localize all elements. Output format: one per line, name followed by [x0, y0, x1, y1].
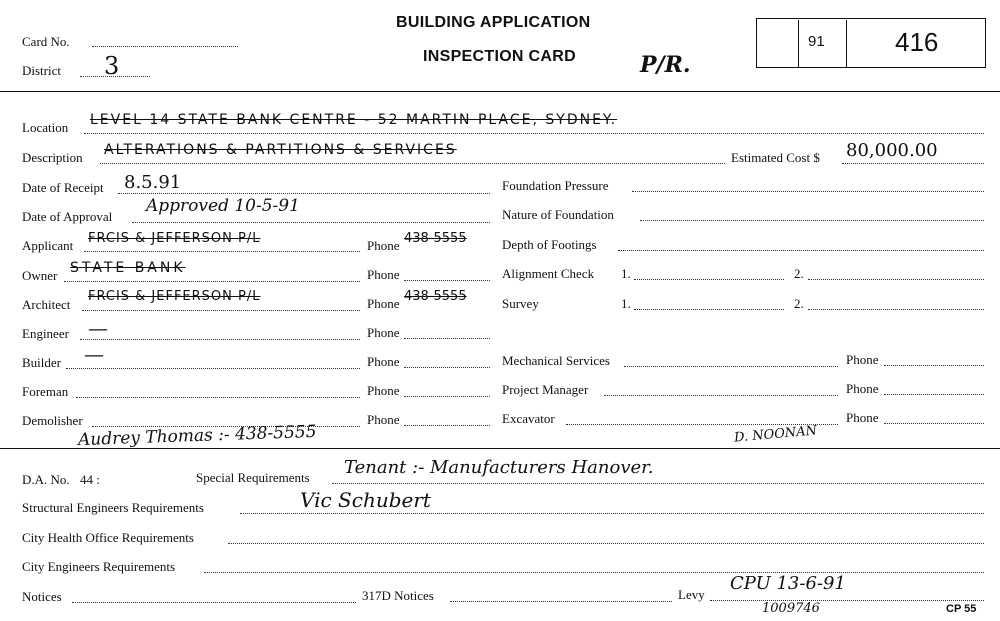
survey-1-label: 1.: [621, 296, 631, 311]
mechanical-services-line: [624, 366, 838, 367]
location-value: LEVEL 14 STATE BANK CENTRE - 52 MARTIN PLACE, SYDNEY.: [90, 112, 618, 128]
card-number-box: [756, 18, 986, 68]
owner-phone-label: Phone: [367, 267, 400, 282]
applicant-line: [84, 251, 360, 252]
mechanical-phone-label: Phone: [846, 352, 879, 367]
levy-label: Levy: [678, 587, 705, 602]
estimated-cost-line: [842, 163, 984, 164]
pm-phone-label: Phone: [846, 381, 879, 396]
alignment-1-line: [634, 279, 784, 280]
architect-label: Architect: [22, 297, 71, 312]
foreman-line: [76, 397, 360, 398]
card-number: 416: [895, 27, 939, 57]
district-label: District: [22, 63, 61, 78]
engineer-line: [80, 339, 360, 340]
levy-line: [710, 600, 984, 601]
owner-label: Owner: [22, 268, 58, 283]
survey-1-line: [634, 309, 784, 310]
special-requirements-label: Special Requirements: [196, 470, 310, 485]
estimated-cost-value: 80,000.00: [846, 140, 938, 161]
inspector-note: D. NOONAN: [733, 423, 818, 446]
box-divider-2: [846, 20, 847, 68]
demolisher-label: Demolisher: [22, 413, 83, 428]
demolisher-phone-line: [404, 425, 490, 426]
card-year: 91: [808, 33, 825, 50]
location-label: Location: [22, 120, 69, 135]
excavator-label: Excavator: [502, 411, 555, 426]
applicant-label: Applicant: [22, 238, 74, 253]
owner-line: [64, 281, 360, 282]
date-of-receipt-value: 8.5.91: [124, 172, 182, 193]
excavator-phone-line: [884, 423, 984, 424]
date-of-approval-line: [132, 222, 490, 223]
applicant-value: FRCIS & JEFFERSON P/L: [88, 231, 261, 246]
structural-requirements-label: Structural Engineers Requirements: [22, 500, 204, 515]
location-line: [84, 133, 984, 134]
project-manager-line: [604, 395, 838, 396]
foundation-pressure-label: Foundation Pressure: [502, 178, 609, 193]
special-requirements-value: Tenant :- Manufacturers Hanover.: [344, 457, 654, 478]
description-line: [100, 163, 725, 164]
form-code: CP 55: [946, 603, 977, 615]
engineer-phone-label: Phone: [367, 325, 400, 340]
mechanical-phone-line: [884, 365, 984, 366]
owner-phone-line: [404, 280, 490, 281]
levy-value: CPU 13-6-91: [730, 573, 846, 594]
project-manager-label: Project Manager: [502, 382, 589, 397]
pm-phone-line: [884, 394, 984, 395]
builder-label: Builder: [22, 355, 61, 370]
form-title-line2: INSPECTION CARD: [423, 48, 576, 65]
nature-of-foundation-label: Nature of Foundation: [502, 207, 614, 222]
depth-of-footings-line: [618, 250, 984, 251]
description-value: ALTERATIONS & PARTITIONS & SERVICES: [104, 142, 457, 158]
notices-line: [72, 602, 356, 603]
foreman-label: Foreman: [22, 384, 69, 399]
date-of-approval-value: Approved 10-5-91: [146, 196, 300, 216]
alignment-2-line: [808, 279, 984, 280]
applicant-phone-value: 438-5555: [404, 231, 467, 246]
foundation-pressure-line: [632, 191, 984, 192]
box-divider-1: [798, 20, 799, 68]
notices-label: Notices: [22, 589, 62, 604]
date-of-approval-label: Date of Approval: [22, 209, 113, 224]
survey-2-label: 2.: [794, 296, 804, 311]
form-title-line1: BUILDING APPLICATION: [396, 14, 591, 31]
estimated-cost-label: Estimated Cost $: [731, 150, 820, 165]
structural-requirements-line: [240, 513, 984, 514]
date-of-receipt-label: Date of Receipt: [22, 180, 104, 195]
contact-note: Audrey Thomas :- 438-5555: [77, 421, 317, 451]
builder-phone-line: [404, 367, 490, 368]
initials-mark: P/R.: [640, 52, 691, 78]
foreman-phone-label: Phone: [367, 383, 400, 398]
notices-317d-line: [450, 601, 672, 602]
da-no-label: D.A. No.: [22, 472, 70, 487]
city-engineers-line: [204, 572, 984, 573]
builder-value: —: [84, 342, 104, 366]
architect-phone-label: Phone: [367, 296, 400, 311]
excavator-phone-label: Phone: [846, 410, 879, 425]
mechanical-services-label: Mechanical Services: [502, 353, 610, 368]
engineer-phone-line: [404, 338, 490, 339]
district-value: 3: [104, 52, 120, 80]
architect-value: FRCIS & JEFFERSON P/L: [88, 289, 261, 304]
structural-requirements-value: Vic Schubert: [300, 488, 431, 512]
date-of-receipt-line: [118, 193, 490, 194]
stamp-number: 1009746: [762, 601, 820, 616]
header-rule: [0, 91, 1000, 92]
architect-line: [82, 310, 360, 311]
survey-label: Survey: [502, 296, 539, 311]
alignment-1-label: 1.: [621, 266, 631, 281]
card-no-label: Card No.: [22, 34, 70, 49]
survey-2-line: [808, 309, 984, 310]
foreman-phone-line: [404, 396, 490, 397]
engineer-label: Engineer: [22, 326, 69, 341]
architect-phone-value: 438-5555: [404, 289, 467, 304]
special-requirements-line: [332, 483, 984, 484]
section-rule: [0, 448, 1000, 449]
alignment-check-label: Alignment Check: [502, 266, 595, 281]
da-no-value: 44 :: [80, 472, 100, 487]
notices-317d-label: 317D Notices: [362, 588, 434, 603]
nature-of-foundation-line: [640, 220, 984, 221]
engineer-value: —: [88, 316, 108, 340]
builder-line: [66, 368, 360, 369]
builder-phone-label: Phone: [367, 354, 400, 369]
depth-of-footings-label: Depth of Footings: [502, 237, 597, 252]
city-health-label: City Health Office Requirements: [22, 530, 194, 545]
city-health-line: [228, 543, 984, 544]
demolisher-phone-label: Phone: [367, 412, 400, 427]
applicant-phone-label: Phone: [367, 238, 400, 253]
alignment-2-label: 2.: [794, 266, 804, 281]
city-engineers-label: City Engineers Requirements: [22, 559, 176, 574]
description-label: Description: [22, 150, 83, 165]
card-no-line: [92, 46, 238, 47]
owner-value: STATE BANK: [70, 260, 186, 276]
